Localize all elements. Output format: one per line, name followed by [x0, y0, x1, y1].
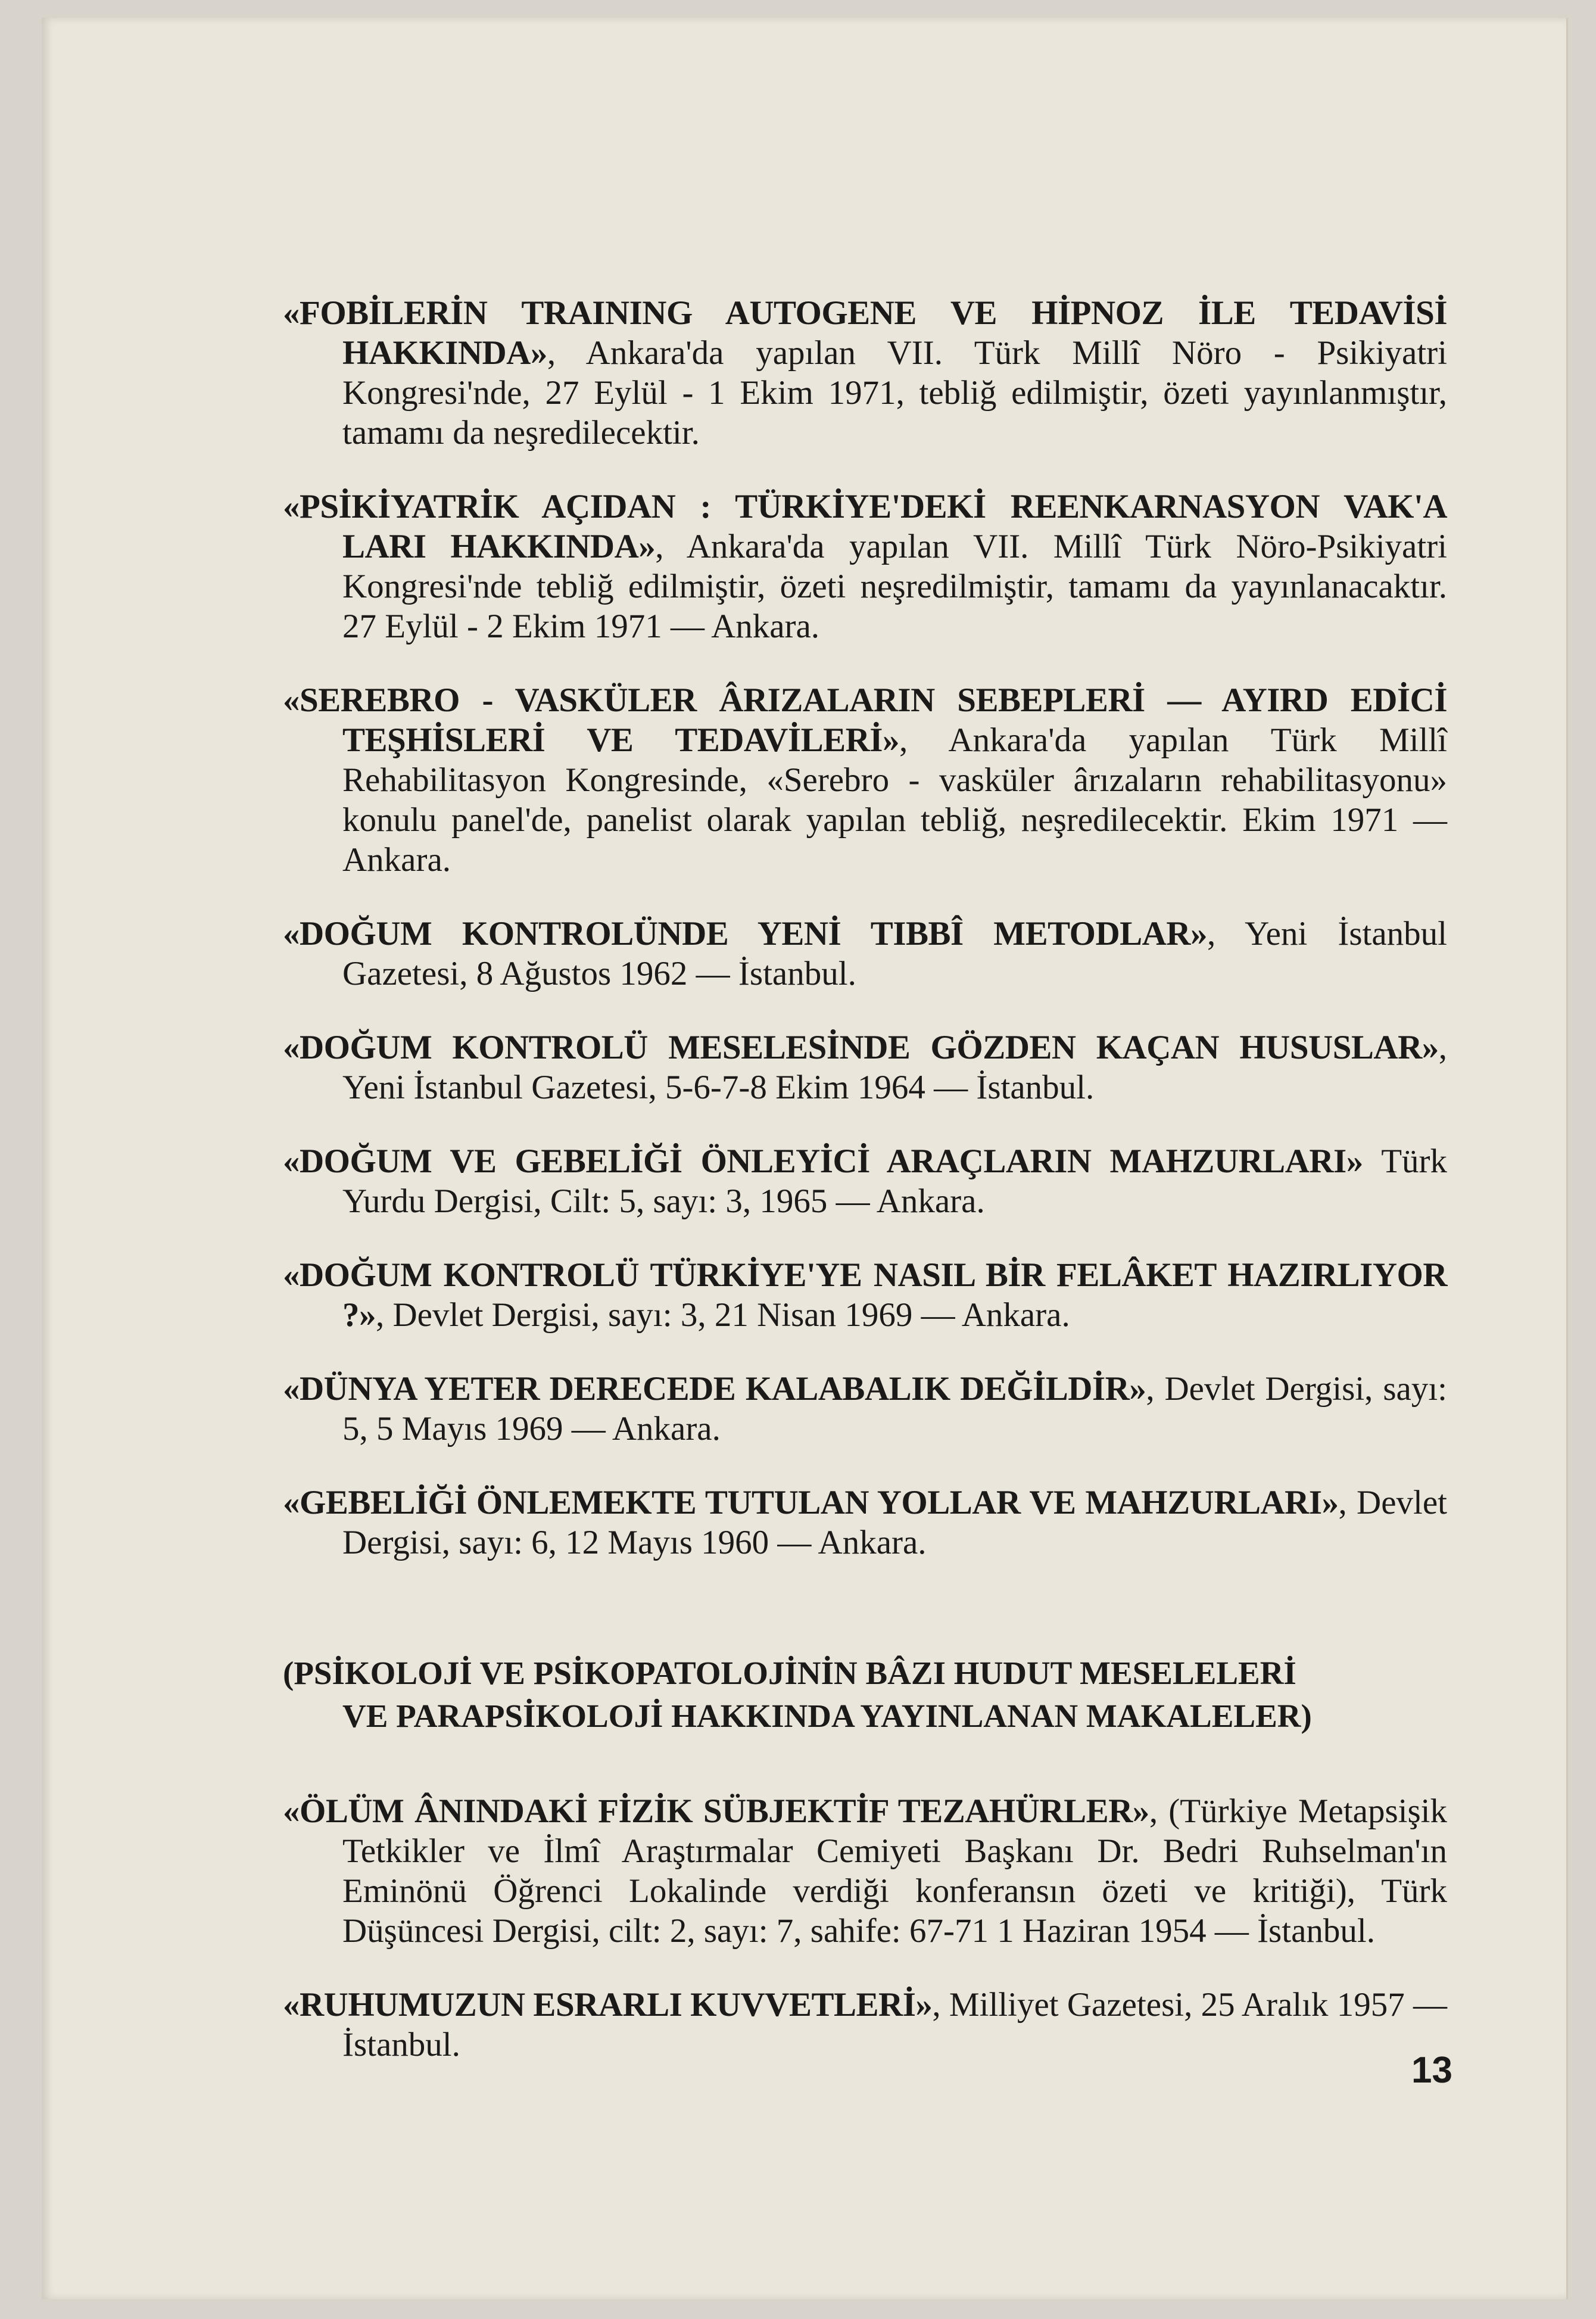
- entry-details: , Yeni İstanbul Gazetesi, 8 Ağustos 1962 — İstanbul.: [342, 915, 1447, 992]
- book-page: [42, 18, 1568, 2299]
- bibliography-entry: [283, 1141, 1447, 1221]
- bibliography-entry: [283, 1985, 1447, 2065]
- publication-list: [283, 293, 1447, 1562]
- section-heading: [283, 1652, 1447, 1738]
- entry-title: «ÖLÜM ÂNINDAKİ FİZİK SÜBJEKTİF TEZAHÜRLER»: [283, 1792, 1149, 1830]
- entry-title: «DOĞUM KONTROLÜ MESELESİNDE GÖZDEN KAÇAN HUSUSLAR»: [283, 1029, 1439, 1066]
- bibliography-entry: [283, 914, 1447, 994]
- section-heading-line: (PSİKOLOJİ VE PSİKOPATOLOJİNİN BÂZI HUDUT MESELELERİ: [283, 1655, 1296, 1691]
- entry-details: , Ankara'da yapılan Türk Millî Rehabilitasyon Kongresinde, «Serebro - vasküler ârızaların rehabilitasyonu» konulu panel'de, panelist olarak yapılan tebliğ, neşredilecektir. Ekim 1971 — Ankara.: [342, 721, 1447, 879]
- entry-title: «DÜNYA YETER DERECEDE KALABALIK DEĞİLDİR»: [283, 1370, 1146, 1408]
- entry-title: «DOĞUM KONTROLÜ TÜRKİYE'YE NASIL BİR FELÂKET HAZIRLIYOR ?»: [283, 1256, 1447, 1334]
- section-heading-line: VE PARAPSİKOLOJİ HAKKINDA YAYINLANAN MAKALELER): [342, 1698, 1312, 1734]
- entry-title: «SEREBRO - VASKÜLER ÂRIZALARIN SEBEPLERİ — AYIRD EDİCİ TEŞHİSLERİ VE TEDAVİLERİ»: [283, 681, 1447, 759]
- entry-title: «PSİKİYATRİK AÇIDAN : TÜRKİYE'DEKİ REENKARNASYON VAK'A LARI HAKKINDA»: [283, 488, 1447, 565]
- bibliography-entry: [283, 1028, 1447, 1107]
- article-list: [283, 1791, 1447, 2065]
- entry-details: , (Türkiye Metapsişik Tetkikler ve İlmî Araştırmalar Cemiyeti Başkanı Dr. Bedri Ruhselman'ın Eminönü Öğrenci Lokalinde verdiği konferansın özeti ve kritiği), Türk Düşüncesi Dergisi, cilt: 2, sayı: 7, sahife: 67-71 1 Haziran 1954 — İstanbul.: [342, 1792, 1447, 1950]
- entry-details: , Ankara'da yapılan VII. Türk Millî Nöro - Psikiyatri Kongresi'nde, 27 Eylül - 1 Ekim 1971, tebliğ edilmiştir, özeti yayınlanmıştır, tamamı da neşredilecektir.: [342, 334, 1447, 452]
- page-number: 13: [1411, 2050, 1452, 2091]
- entry-details: , Ankara'da yapılan VII. Millî Türk Nöro-Psikiyatri Kongresi'nde tebliğ edilmiştir, özeti neşredilmiştir, tamamı da yayınlanacaktır. 27 Eylül - 2 Ekim 1971 — Ankara.: [342, 528, 1447, 645]
- entry-details: , Devlet Dergisi, sayı: 5, 5 Mayıs 1969 — Ankara.: [342, 1370, 1447, 1448]
- entry-details: , Milliyet Gazetesi, 25 Aralık 1957 — İstanbul.: [342, 1986, 1447, 2063]
- entry-details: , Devlet Dergisi, sayı: 3, 21 Nisan 1969 — Ankara.: [376, 1296, 1070, 1334]
- entry-title: «DOĞUM KONTROLÜNDE YENİ TIBBÎ METODLAR»: [283, 915, 1207, 952]
- entry-title: «GEBELİĞİ ÖNLEMEKTE TUTULAN YOLLAR VE MAHZURLARI»: [283, 1484, 1339, 1521]
- bibliography-entry: [283, 487, 1447, 646]
- entry-title: «DOĞUM VE GEBELİĞİ ÖNLEYİCİ ARAÇLARIN MAHZURLARI»: [283, 1143, 1363, 1180]
- entry-details: Türk Yurdu Dergisi, Cilt: 5, sayı: 3, 1965 — Ankara.: [342, 1143, 1447, 1220]
- entry-title: «RUHUMUZUN ESRARLI KUVVETLERİ»: [283, 1986, 933, 2024]
- bibliography-entry: [283, 1369, 1447, 1449]
- bibliography-entry: [283, 1791, 1447, 1951]
- entry-details: , Yeni İstanbul Gazetesi, 5-6-7-8 Ekim 1964 — İstanbul.: [342, 1029, 1447, 1106]
- bibliography-entry: [283, 293, 1447, 453]
- bibliography: [283, 259, 1447, 2087]
- bibliography-entry: [283, 680, 1447, 880]
- entry-title: «FOBİLERİN TRAINING AUTOGENE VE HİPNOZ İLE TEDAVİSİ HAKKINDA»: [283, 294, 1447, 372]
- bibliography-entry: [283, 1483, 1447, 1562]
- entry-details: , Devlet Dergisi, sayı: 6, 12 Mayıs 1960 — Ankara.: [342, 1484, 1447, 1561]
- bibliography-entry: [283, 1255, 1447, 1335]
